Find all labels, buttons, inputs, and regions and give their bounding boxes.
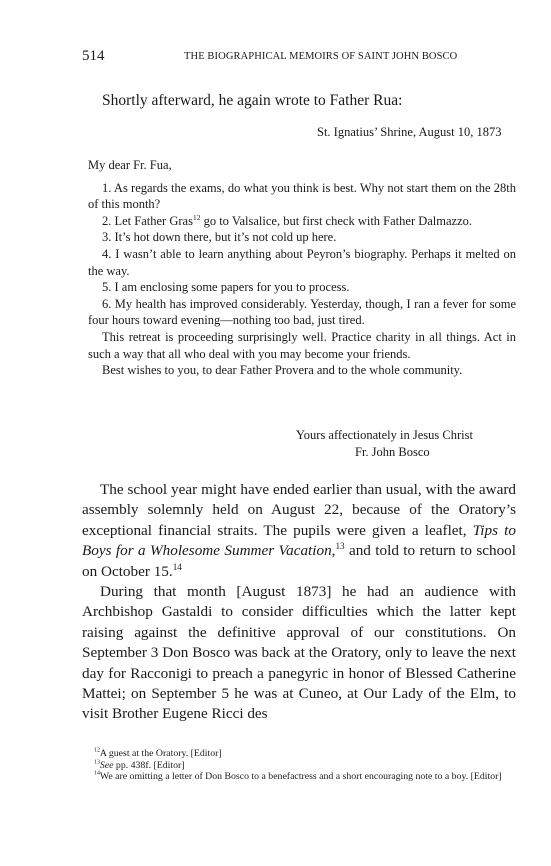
footnote: $^{13}$See pp. 438f. [Editor]: [94, 759, 185, 771]
page-header: [82, 48, 516, 68]
letter-item: This retreat is proceeding surprisingly well. Practice charity in all things. Act in such a way that all who deal with you may become your friends.: [88, 329, 516, 361]
page-number: 514: [82, 48, 105, 64]
letter-item: 6. My health has improved considerably. Yesterday, though, I ran a fever for some four hours toward evening—nothing too bad, just tired.: [88, 296, 516, 328]
letter-dateline: St. Ignatius’ Shrine, August 10, 1873: [317, 125, 502, 139]
letter-item: 3. It’s hot down there, but it’s not cold up here.: [102, 230, 337, 245]
pamphlet-title: Tips to Boys for a Wholesome Summer Vacation,: [82, 521, 516, 560]
letter-body: [88, 152, 516, 379]
footnote: $^{14}$We are omitting a letter of Don Bosco to a benefactress and a short encouraging note to a boy. [Editor]: [94, 770, 502, 783]
letter-item: 4. I wasn’t able to learn anything about Peyron’s biography. Perhaps it melted on the way.: [88, 246, 516, 278]
letter-item: 1. As regards the exams, do what you think is best. Why not start them on the 28th of this month?: [88, 180, 516, 212]
footnote: $^{12}$A guest at the Oratory. [Editor]: [94, 747, 222, 759]
paragraph: The school year might have ended earlier than usual, with the award assembly solemnly held on August 22, because of the Oratory’s exceptional financial straits. The pupils were given a leaflet, Tips to Boys for a Wholesome Summer Vacation,$^{13}$ and told to return to school on October 15.14: [82, 481, 516, 580]
letter-closing: Yours affectionately in Jesus Christ: [296, 428, 473, 442]
intro-sentence: Shortly afterward, he again wrote to Father Rua:: [102, 92, 403, 109]
paragraph: During that month [August 1873] he had an audience with Archbishop Gastaldi to consider difficulties which the latter kept raising against the definitive approval of our constitutions. On September 3 Don Bosco was back at the Oratory, only to leave the next day for Racconigi to preach a panegyric in honor of Blessed Catherine Mattei; on September 5 he was at Cuneo, at Our Lady of the Elm, to visit Brother Eugene Ricci des: [82, 583, 516, 723]
footnote-ref: 12: [192, 212, 201, 222]
running-title: THE BIOGRAPHICAL MEMOIRS OF SAINT JOHN BOSCO: [184, 51, 458, 62]
letter-item: 2. Let Father Gras$^{12}$ go to Valsalice, but first check with Father Dalmazzo.: [102, 212, 473, 228]
letter-signature: Fr. John Bosco: [355, 445, 430, 459]
footnote-ref: 13: [335, 541, 345, 552]
letter-item: Best wishes to you, to dear Father Provera and to the whole community.: [102, 363, 463, 378]
letter-salutation: My dear Fr. Fua,: [88, 158, 172, 172]
footnotes: [82, 748, 516, 783]
footnote-ref: 14: [172, 561, 182, 572]
body-text: [82, 480, 516, 725]
letter-item: 5. I am enclosing some papers for you to process.: [102, 280, 350, 295]
